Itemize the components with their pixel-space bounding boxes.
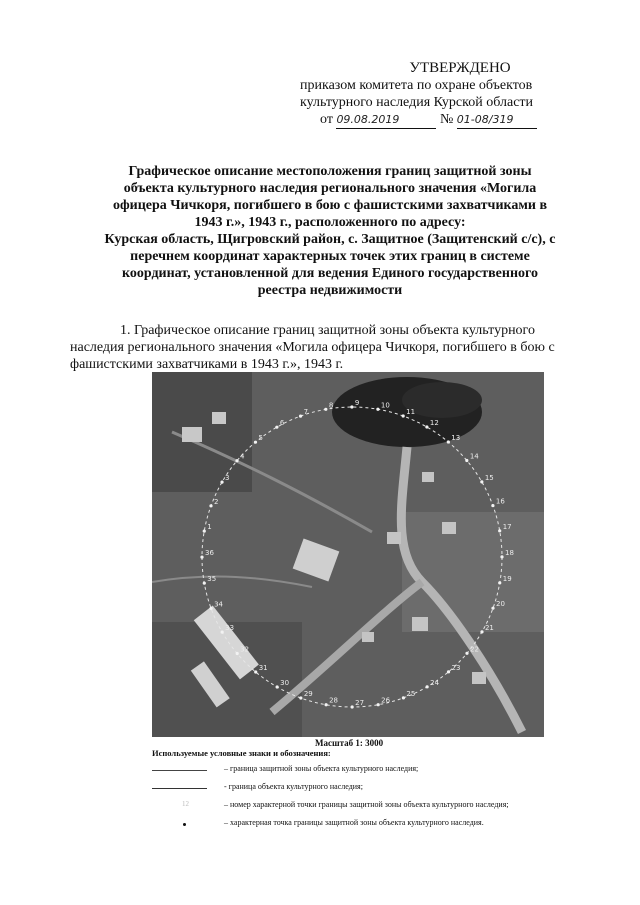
from-label: от	[320, 112, 333, 127]
map-scale: Масштаб 1: 3000	[315, 738, 384, 748]
boundary-point-label: 8	[328, 401, 334, 410]
legend-item-text: – номер характерной точки границы защитной зоны объекта культурного наследия;	[224, 800, 509, 809]
boundary-point	[491, 607, 494, 610]
point-number-symbol: 12	[182, 800, 189, 808]
boundary-point-label: 20	[496, 600, 505, 609]
building	[182, 427, 202, 442]
boundary-point	[236, 652, 239, 655]
approval-line-1: приказом комитета по охране объектов	[300, 78, 533, 93]
description-paragraph: 1. Графическое описание границ защитной зоны объекта культурного наследия регионального значения «Могила офицера Чичкоря, погибшего в бою с фашистскими захватчиками в 1943 г.», 1943 г.	[70, 323, 555, 372]
boundary-point-label: 9	[354, 399, 360, 408]
boundary-point-label: 23	[451, 663, 461, 672]
boundary-point	[299, 696, 302, 699]
boundary-point	[447, 670, 450, 673]
object-boundary-line-symbol	[152, 788, 207, 789]
boundary-point	[402, 414, 405, 417]
boundary-point-label: 18	[504, 548, 514, 557]
boundary-point	[465, 652, 468, 655]
boundary-point-label: 12	[429, 419, 439, 428]
boundary-point	[203, 582, 206, 585]
boundary-point	[376, 408, 379, 411]
zone-boundary-line-symbol	[152, 770, 207, 771]
boundary-point	[203, 529, 206, 532]
legend-item-text: – характерная точка границы защитной зоны объекта культурного наследия.	[224, 818, 484, 827]
boundary-point	[221, 631, 224, 634]
field-area	[402, 512, 544, 632]
satellite-map	[152, 372, 544, 737]
boundary-point	[235, 459, 238, 462]
boundary-point-label: 32	[240, 645, 250, 654]
building	[412, 617, 428, 631]
boundary-point	[480, 630, 483, 633]
boundary-point	[480, 480, 483, 483]
approval-block	[300, 60, 600, 129]
boundary-point	[209, 504, 212, 507]
legend-item-text: - граница объекта культурного наследия;	[224, 782, 363, 791]
boundary-point-label: 4	[240, 452, 245, 461]
approval-line-2: культурного наследия Курской области	[300, 95, 534, 110]
boundary-point-label: 24	[430, 678, 440, 687]
boundary-point-label: 26	[381, 696, 391, 705]
document-heading	[70, 163, 590, 299]
boundary-point-label: 30	[280, 678, 290, 687]
boundary-point	[402, 696, 405, 699]
point-dot-symbol	[183, 823, 186, 826]
boundary-point-label: 3	[225, 474, 230, 483]
boundary-point	[324, 703, 327, 706]
building	[472, 672, 486, 684]
boundary-point-label: 29	[303, 690, 313, 699]
building	[422, 472, 434, 482]
heading-line: офицера Чичкоря, погибшего в бою с фашистскими захватчиками в	[112, 198, 548, 213]
boundary-point-label: 1	[207, 523, 212, 532]
legend-item-text: – граница защитной зоны объекта культурного наследия;	[224, 764, 419, 773]
heading-line: перечнем координат характерных точек этих границ в системе	[130, 249, 530, 264]
boundary-point-label: 16	[495, 497, 505, 506]
boundary-point-label: 13	[451, 434, 461, 443]
boundary-point	[200, 556, 203, 559]
boundary-point	[447, 440, 450, 443]
boundary-point	[299, 414, 302, 417]
boundary-point-label: 7	[303, 408, 309, 417]
boundary-point	[498, 581, 501, 584]
boundary-point-label: 25	[406, 689, 416, 698]
boundary-point	[351, 705, 354, 708]
boundary-point	[350, 405, 353, 408]
boundary-point	[254, 670, 257, 673]
boundary-point-label: 36	[205, 549, 214, 558]
building	[442, 522, 456, 534]
heading-line: Графическое описание местоположения границ защитной зоны	[128, 164, 532, 179]
legend-title: Используемые условные знаки и обозначения:	[152, 748, 331, 758]
boundary-point	[465, 459, 468, 462]
boundary-point	[220, 481, 223, 484]
boundary-point	[500, 555, 503, 558]
boundary-point-label: 28	[329, 696, 339, 705]
approval-date: 09.08.2019	[336, 111, 436, 129]
number-label: №	[439, 112, 454, 127]
heading-line: объекта культурного наследия регионального значения «Могила	[123, 181, 537, 196]
boundary-point	[425, 425, 428, 428]
boundary-point-label: 34	[214, 600, 224, 609]
boundary-point-label: 10	[380, 401, 390, 410]
boundary-point	[498, 529, 501, 532]
map-svg	[152, 372, 544, 737]
boundary-point	[275, 426, 278, 429]
boundary-point-label: 5	[258, 434, 263, 443]
approval-title: УТВЕРЖДЕНО	[409, 60, 511, 76]
boundary-point	[209, 607, 212, 610]
boundary-point-label: 2	[213, 497, 219, 506]
boundary-point-label: 19	[502, 574, 512, 583]
boundary-point-label: 11	[406, 407, 416, 416]
boundary-point-label: 33	[225, 624, 235, 633]
building	[212, 412, 226, 424]
boundary-point-label: 22	[469, 645, 479, 654]
boundary-point-label: 27	[355, 698, 365, 707]
heading-line: Курская область, Щигровский район, с. Защитное (Защитенский с/с), с	[104, 232, 556, 247]
building	[387, 532, 401, 544]
boundary-point-label: 15	[484, 473, 494, 482]
boundary-point-label: 31	[258, 663, 268, 672]
boundary-point-label: 21	[484, 623, 494, 632]
heading-line: 1943 г.», 1943 г., расположенного по адресу:	[194, 215, 466, 230]
boundary-point	[491, 504, 494, 507]
heading-line: реестра недвижимости	[257, 283, 403, 298]
approval-date-line	[300, 111, 600, 129]
boundary-point	[426, 685, 429, 688]
boundary-point	[324, 408, 327, 411]
boundary-point	[276, 685, 279, 688]
approval-number: 01-08/319	[457, 111, 537, 129]
boundary-point-label: 14	[469, 452, 479, 461]
boundary-point	[377, 703, 380, 706]
building	[362, 632, 374, 642]
boundary-point-label: 35	[207, 575, 217, 584]
boundary-point-label: 17	[502, 522, 512, 531]
boundary-point	[254, 441, 257, 444]
heading-line: координат, установленной для ведения Единого государственного	[121, 266, 539, 281]
boundary-point-label: 6	[279, 419, 285, 428]
